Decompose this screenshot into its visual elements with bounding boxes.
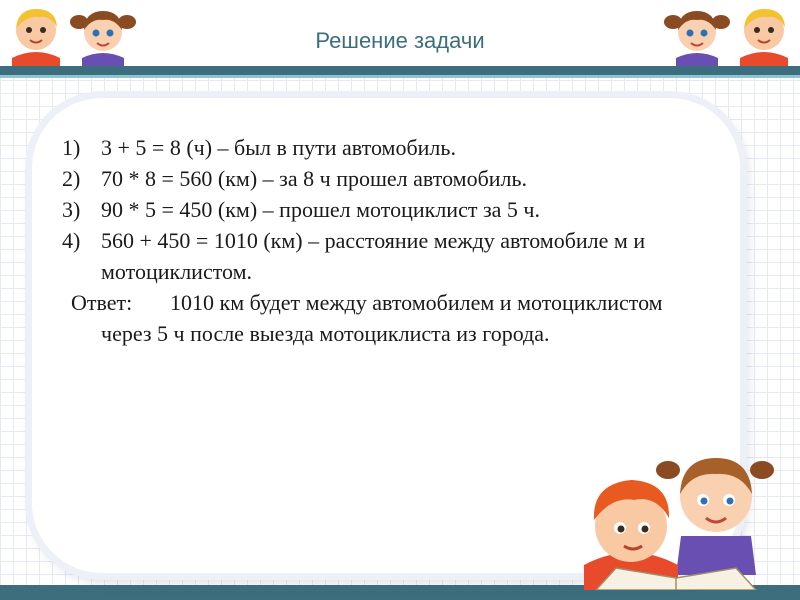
slide-title: Решение задачи [315,28,485,53]
step-text: 560 + 450 = 1010 (км) – расстояние между автомобиле м и мотоциклистом. [101,228,646,284]
solution-text [62,132,682,349]
step-text: 3 + 5 = 8 (ч) – был в пути автомобиль. [101,135,456,160]
step-number: 1) [62,135,81,160]
header-stripe-light [0,75,800,78]
solution-steps [62,132,682,287]
girl-head-icon [662,2,732,66]
answer-paragraph [62,287,682,349]
girl-head-icon [68,2,138,66]
children-reading-illustration [576,440,776,590]
solution-step [62,132,682,163]
boy-head-icon [6,2,66,66]
step-text: 90 * 5 = 450 (км) – прошел мотоциклист за 5 ч. [101,197,540,222]
step-number: 4) [62,228,81,253]
step-number: 3) [62,197,81,222]
solution-step [62,163,682,194]
solution-step [62,225,682,287]
boy-head-icon [734,2,794,66]
step-text: 70 * 8 = 560 (км) – за 8 ч прошел автомобиль. [101,166,528,191]
step-number: 2) [62,166,81,191]
answer-label: Ответ: [71,290,133,315]
header-stripe [0,66,800,75]
answer-text: 1010 км будет между автомобилем и мотоциклистом через 5 ч после выезда мотоциклиста из города. [101,290,663,346]
solution-step [62,194,682,225]
